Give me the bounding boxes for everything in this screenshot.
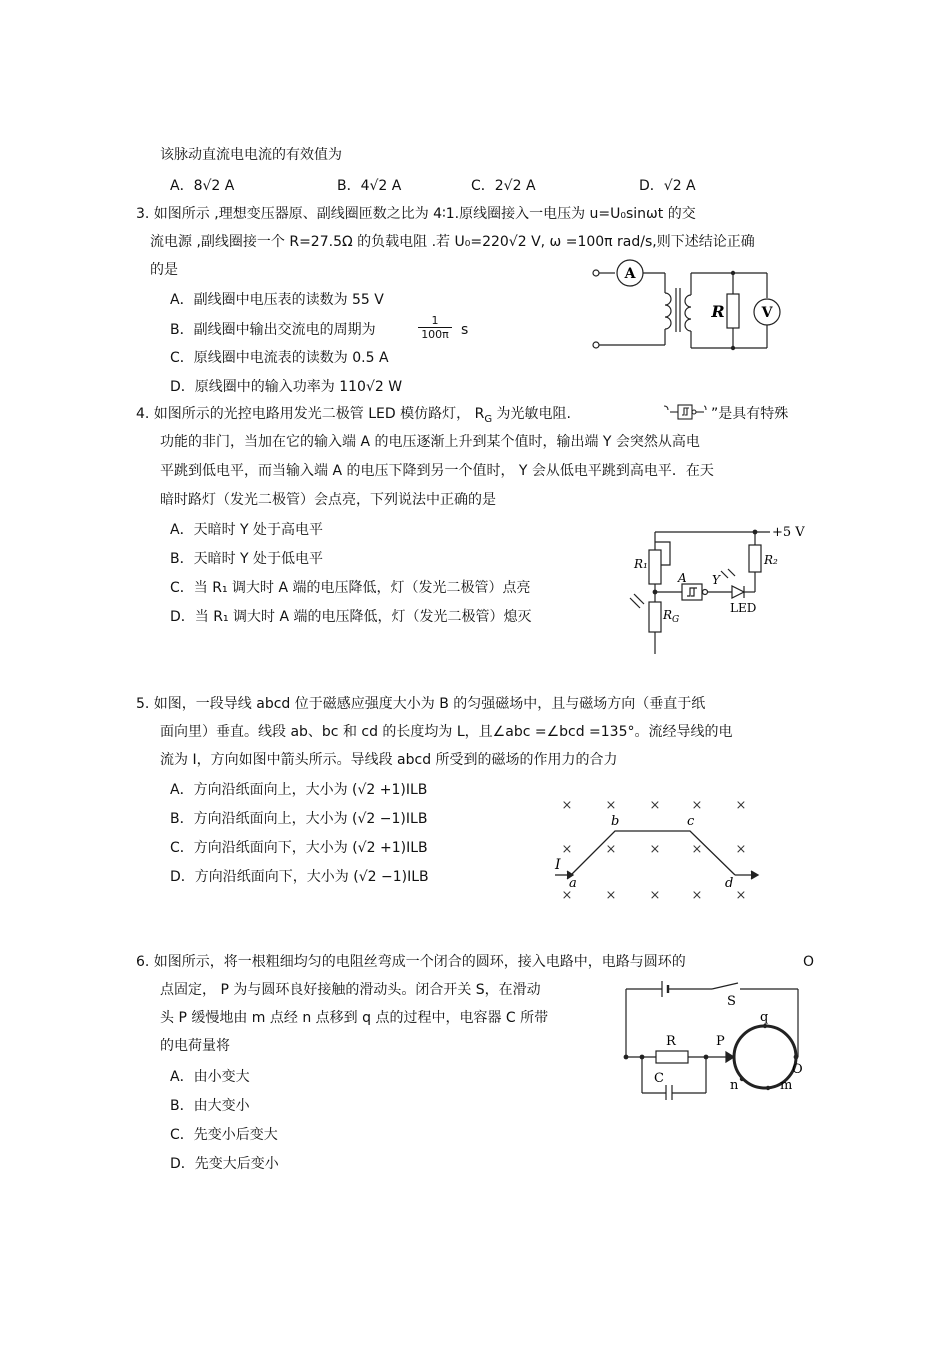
field-cross-mark: × (691, 888, 703, 903)
q2-option-b: B．4√2 A (337, 178, 402, 194)
field-cross-mark: × (561, 798, 573, 813)
q4-line1-tail: ”是具有特殊 (711, 406, 789, 422)
q6-line1: 6. 如图所示，将一根粗细均匀的电阻丝弯成一个闭合的圆环，接入电路中，电路与圆环的 (136, 954, 686, 970)
field-cross-mark: × (735, 798, 747, 813)
point-m-label: m (780, 1078, 793, 1093)
q6-line1-o: O (803, 954, 815, 970)
q5-line1: 5. 如图，一段导线 abcd 位于磁感应强度大小为 B 的匀强磁场中，且与磁场方向（垂直于纸 (136, 696, 706, 712)
q3-line1: 3. 如图所示 ,理想变压器原、副线圈匝数之比为 4∶1.原线圈接入一电压为 u=U₀sinωt 的交 (136, 206, 696, 222)
slider-p-label: P (716, 1034, 725, 1049)
q6-line4: 的电荷量将 (160, 1038, 230, 1054)
r2-label: R₂ (764, 553, 778, 567)
q3-period-fraction (418, 314, 452, 341)
supply-label: +5 V (772, 525, 805, 540)
q3-period-denominator: 100π (418, 327, 452, 341)
field-cross-mark: × (735, 888, 747, 903)
point-d-label: d (725, 876, 734, 891)
q5-option-d: D．方向沿纸面向下，大小为 (√2 −1)ILB (170, 869, 429, 885)
field-cross-mark: × (691, 798, 703, 813)
q5-option-a: A．方向沿纸面向上，大小为 (√2 +1)ILB (170, 782, 428, 798)
q4-line1-end: 为光敏电阻. (492, 406, 571, 422)
output-y-label: Y (712, 573, 720, 587)
q4-option-a: A．天暗时 Y 处于高电平 (170, 522, 324, 538)
field-cross-mark: × (605, 888, 617, 903)
input-a-label: A (678, 571, 687, 585)
q4-line1 (136, 405, 571, 429)
point-q-label: q (760, 1010, 769, 1025)
field-cross-mark: × (561, 888, 573, 903)
point-o-label: O (792, 1062, 803, 1077)
q3-line2: 流电源 ,副线圈接一个 R=27.5Ω 的负载电阻 .若 U₀=220√2 V, ω =100π rad/s,则下述结论正确 (150, 234, 755, 250)
voltmeter-label: V (761, 305, 773, 321)
q6-option-b: B．由大变小 (170, 1098, 250, 1114)
resistor-r-label: R (666, 1034, 676, 1049)
q4-option-b: B．天暗时 Y 处于低电平 (170, 551, 324, 567)
q5-line2: 面向里）垂直。线段 ab、bc 和 cd 的长度均为 L，且∠abc =∠bcd =135°。流经导线的电 (160, 724, 733, 740)
q3-period-unit: s (461, 322, 469, 338)
q6-option-d: D．先变大后变小 (170, 1156, 279, 1172)
q3-option-c: C．原线圈中电流表的读数为 0.5 A (170, 350, 389, 366)
q5-option-b: B．方向沿纸面向上，大小为 (√2 −1)ILB (170, 811, 428, 827)
q2-stem: 该脉动直流电电流的有效值为 (160, 147, 342, 163)
field-cross-mark: × (735, 842, 747, 857)
current-i-label: I (555, 857, 561, 873)
switch-s-label: S (727, 994, 736, 1009)
q6-ring-circuit-figure (620, 975, 815, 1100)
q6-option-a: A．由小变大 (170, 1069, 250, 1085)
led-label: LED (730, 601, 757, 615)
q4-option-d: D．当 R₁ 调大时 A 端的电压降低，灯（发光二极管）熄灭 (170, 609, 532, 625)
q3-line3: 的是 (150, 262, 178, 278)
q4-light-control-figure (620, 520, 825, 660)
q2-option-a: A．8√2 A (170, 178, 235, 194)
q2-option-d: D．√2 A (639, 178, 696, 194)
q6-line2: 点固定， P 为与圆环良好接触的滑动头。闭合开关 S，在滑动 (160, 982, 541, 998)
q6-line3: 头 P 缓慢地由 m 点经 n 点移到 q 点的过程中，电容器 C 所带 (160, 1010, 549, 1026)
q3-option-a: A．副线圈中电压表的读数为 55 V (170, 292, 384, 308)
point-n-label: n (730, 1078, 739, 1093)
field-cross-mark: × (605, 798, 617, 813)
point-b-label: b (611, 814, 620, 829)
q4-line3: 平跳到低电平，而当输入端 A 的电压下降到另一个值时， Y 会从低电平跳到高电平．在天 (160, 463, 714, 479)
r1-label: R₁ (634, 557, 648, 571)
q4-option-c: C．当 R₁ 调大时 A 端的电压降低，灯（发光二极管）点亮 (170, 580, 531, 596)
q4-line1-sub: G (484, 413, 493, 425)
q4-line1-text: 4. 如图所示的光控电路用发光二极管 LED 模仿路灯， R (136, 406, 485, 422)
q5-magnetic-field-figure (545, 795, 765, 905)
point-a-label: a (569, 876, 577, 891)
q4-line2: 功能的非门，当加在它的输入端 A 的电压逐渐上升到某个值时，输出端 Y 会突然从高电 (160, 434, 700, 450)
resistor-label: R (711, 302, 725, 321)
field-cross-mark: × (649, 842, 661, 857)
q3-transformer-figure (585, 258, 785, 358)
capacitor-c-label: C (654, 1071, 664, 1086)
field-cross-mark: × (561, 842, 573, 857)
q3-option-b: B．副线圈中输出交流电的周期为 (170, 322, 376, 338)
q6-option-c: C．先变小后变大 (170, 1127, 278, 1143)
q3-option-d: D．原线圈中的输入功率为 110√2 W (170, 379, 403, 395)
q2-option-c: C．2√2 A (471, 178, 536, 194)
q4-line4: 暗时路灯（发光二极管）会点亮，下列说法中正确的是 (160, 492, 496, 508)
field-cross-mark: × (691, 842, 703, 857)
field-cross-mark: × (649, 888, 661, 903)
field-cross-mark: × (605, 842, 617, 857)
q5-line3: 流为 I，方向如图中箭头所示。导线段 abcd 所受到的磁场的作用力的合力 (160, 752, 618, 768)
rg-label: $R_G$ (663, 608, 680, 625)
q3-period-numerator: 1 (431, 314, 439, 327)
schmitt-gate-icon (662, 402, 710, 422)
ammeter-label: A (624, 266, 636, 282)
field-cross-mark: × (649, 798, 661, 813)
q5-option-c: C．方向沿纸面向下，大小为 (√2 +1)ILB (170, 840, 428, 856)
point-c-label: c (687, 814, 695, 829)
